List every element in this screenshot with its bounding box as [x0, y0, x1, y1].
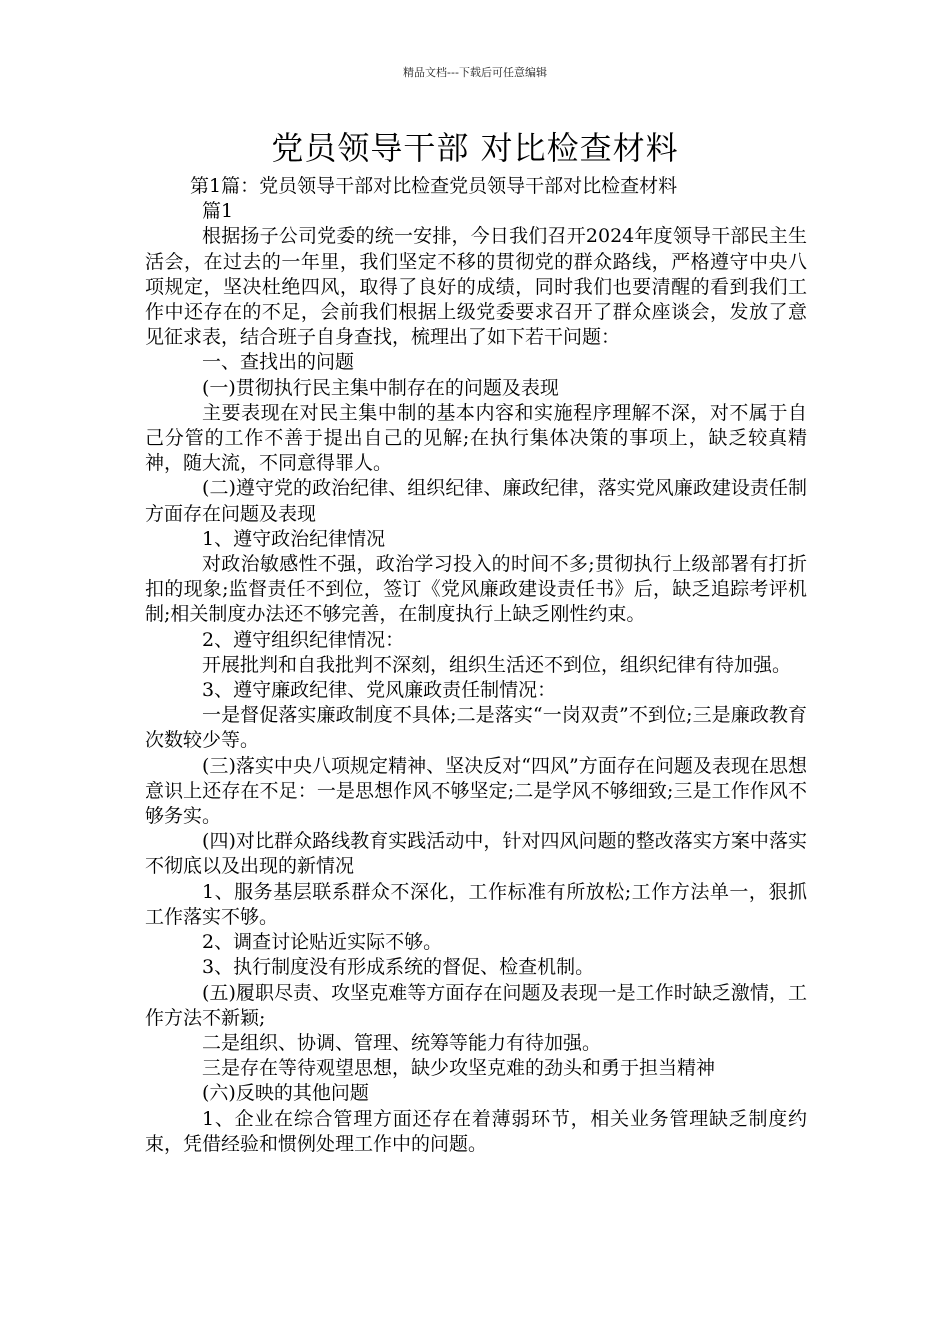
section-heading: 一、查找出的问题: [202, 351, 355, 374]
chapter-heading: 第1篇：党员领导干部对比检查党员领导干部对比检查材料: [190, 175, 678, 197]
paragraph: 1、企业在综合管理方面还存在着薄弱环节，相关业务管理缺乏制度约束，凭借经验和惯例处理工作中的问题。: [145, 1107, 807, 1155]
paragraph: 2、调查讨论贴近实际不够。: [202, 931, 443, 954]
subsection-heading: (四)对比群众路线教育实践活动中，针对四风问题的整改落实方案中落实不彻底以及出现的新情况: [145, 830, 807, 878]
chapter-heading-cont: 篇1: [202, 200, 234, 223]
item-heading: 1、遵守政治纪律情况: [202, 527, 386, 550]
document-body: [145, 174, 807, 1157]
item-heading: 2、遵守组织纪律情况：: [202, 628, 405, 651]
paragraph: 开展批判和自我批判不深刻，组织生活还不到位，组织纪律有待加强。: [202, 653, 792, 676]
subsection-heading: (五)履职尽责、攻坚克难等方面存在问题及表现一是工作时缺乏激情，工作方法不新颖;: [145, 981, 807, 1029]
paragraph: 二是组织、协调、管理、统筹等能力有待加强。: [202, 1031, 602, 1054]
subsection-heading: (一)贯彻执行民主集中制存在的问题及表现: [202, 376, 559, 399]
subsection-heading: (二)遵守党的政治纪律、组织纪律、廉政纪律，落实党风廉政建设责任制方面存在问题及表现: [145, 477, 807, 525]
subsection-heading: (三)落实中央八项规定精神、坚决反对“四风”方面存在问题及表现在思想意识上还存在不足：一是思想作风不够坚定;二是学风不够细致;三是工作作风不够务实。: [145, 754, 807, 828]
item-heading: 3、遵守廉政纪律、党风廉政责任制情况：: [202, 679, 557, 702]
paragraph: 对政治敏感性不强，政治学习投入的时间不多;贯彻执行上级部署有打折扣的现象;监督责任不到位，签订《党风廉政建设责任书》后，缺乏追踪考评机制;相关制度办法还不够完善，在制度执行上缺乏刚性约束。: [145, 553, 807, 626]
subsection-heading: (六)反映的其他问题: [202, 1082, 369, 1105]
paragraph: 根据扬子公司党委的统一安排，今日我们召开2024年度领导干部民主生活会，在过去的一年里，我们坚定不移的贯彻党的群众路线，严格遵守中央八项规定，坚决杜绝四风，取得了良好的成绩，同时我们也要清醒的看到我们工作中还存在的不足，会前我们根据上级党委要求召开了群众座谈会，发放了意见征求表，结合班子自身查找，梳理出了如下若干问题：: [145, 225, 807, 349]
paragraph: 一是督促落实廉政制度不具体;二是落实“一岗双责”不到位;三是廉政教育次数较少等。: [145, 704, 807, 752]
paragraph: 3、执行制度没有形成系统的督促、检查机制。: [202, 956, 595, 979]
paragraph: 三是存在等待观望思想，缺少攻坚克难的劲头和勇于担当精神: [202, 1057, 716, 1080]
paragraph: 1、服务基层联系群众不深化，工作标准有所放松;工作方法单一，狠抓工作落实不够。: [145, 880, 807, 928]
paragraph: 主要表现在对民主集中制的基本内容和实施程序理解不深，对不属于自己分管的工作不善于提出自己的见解;在执行集体决策的事项上，缺乏较真精神，随大流，不同意得罪人。: [145, 401, 807, 475]
document-title: 党员领导干部 对比检查材料: [271, 129, 679, 167]
header-note: 精品文档---下载后可任意编辑: [403, 66, 547, 79]
